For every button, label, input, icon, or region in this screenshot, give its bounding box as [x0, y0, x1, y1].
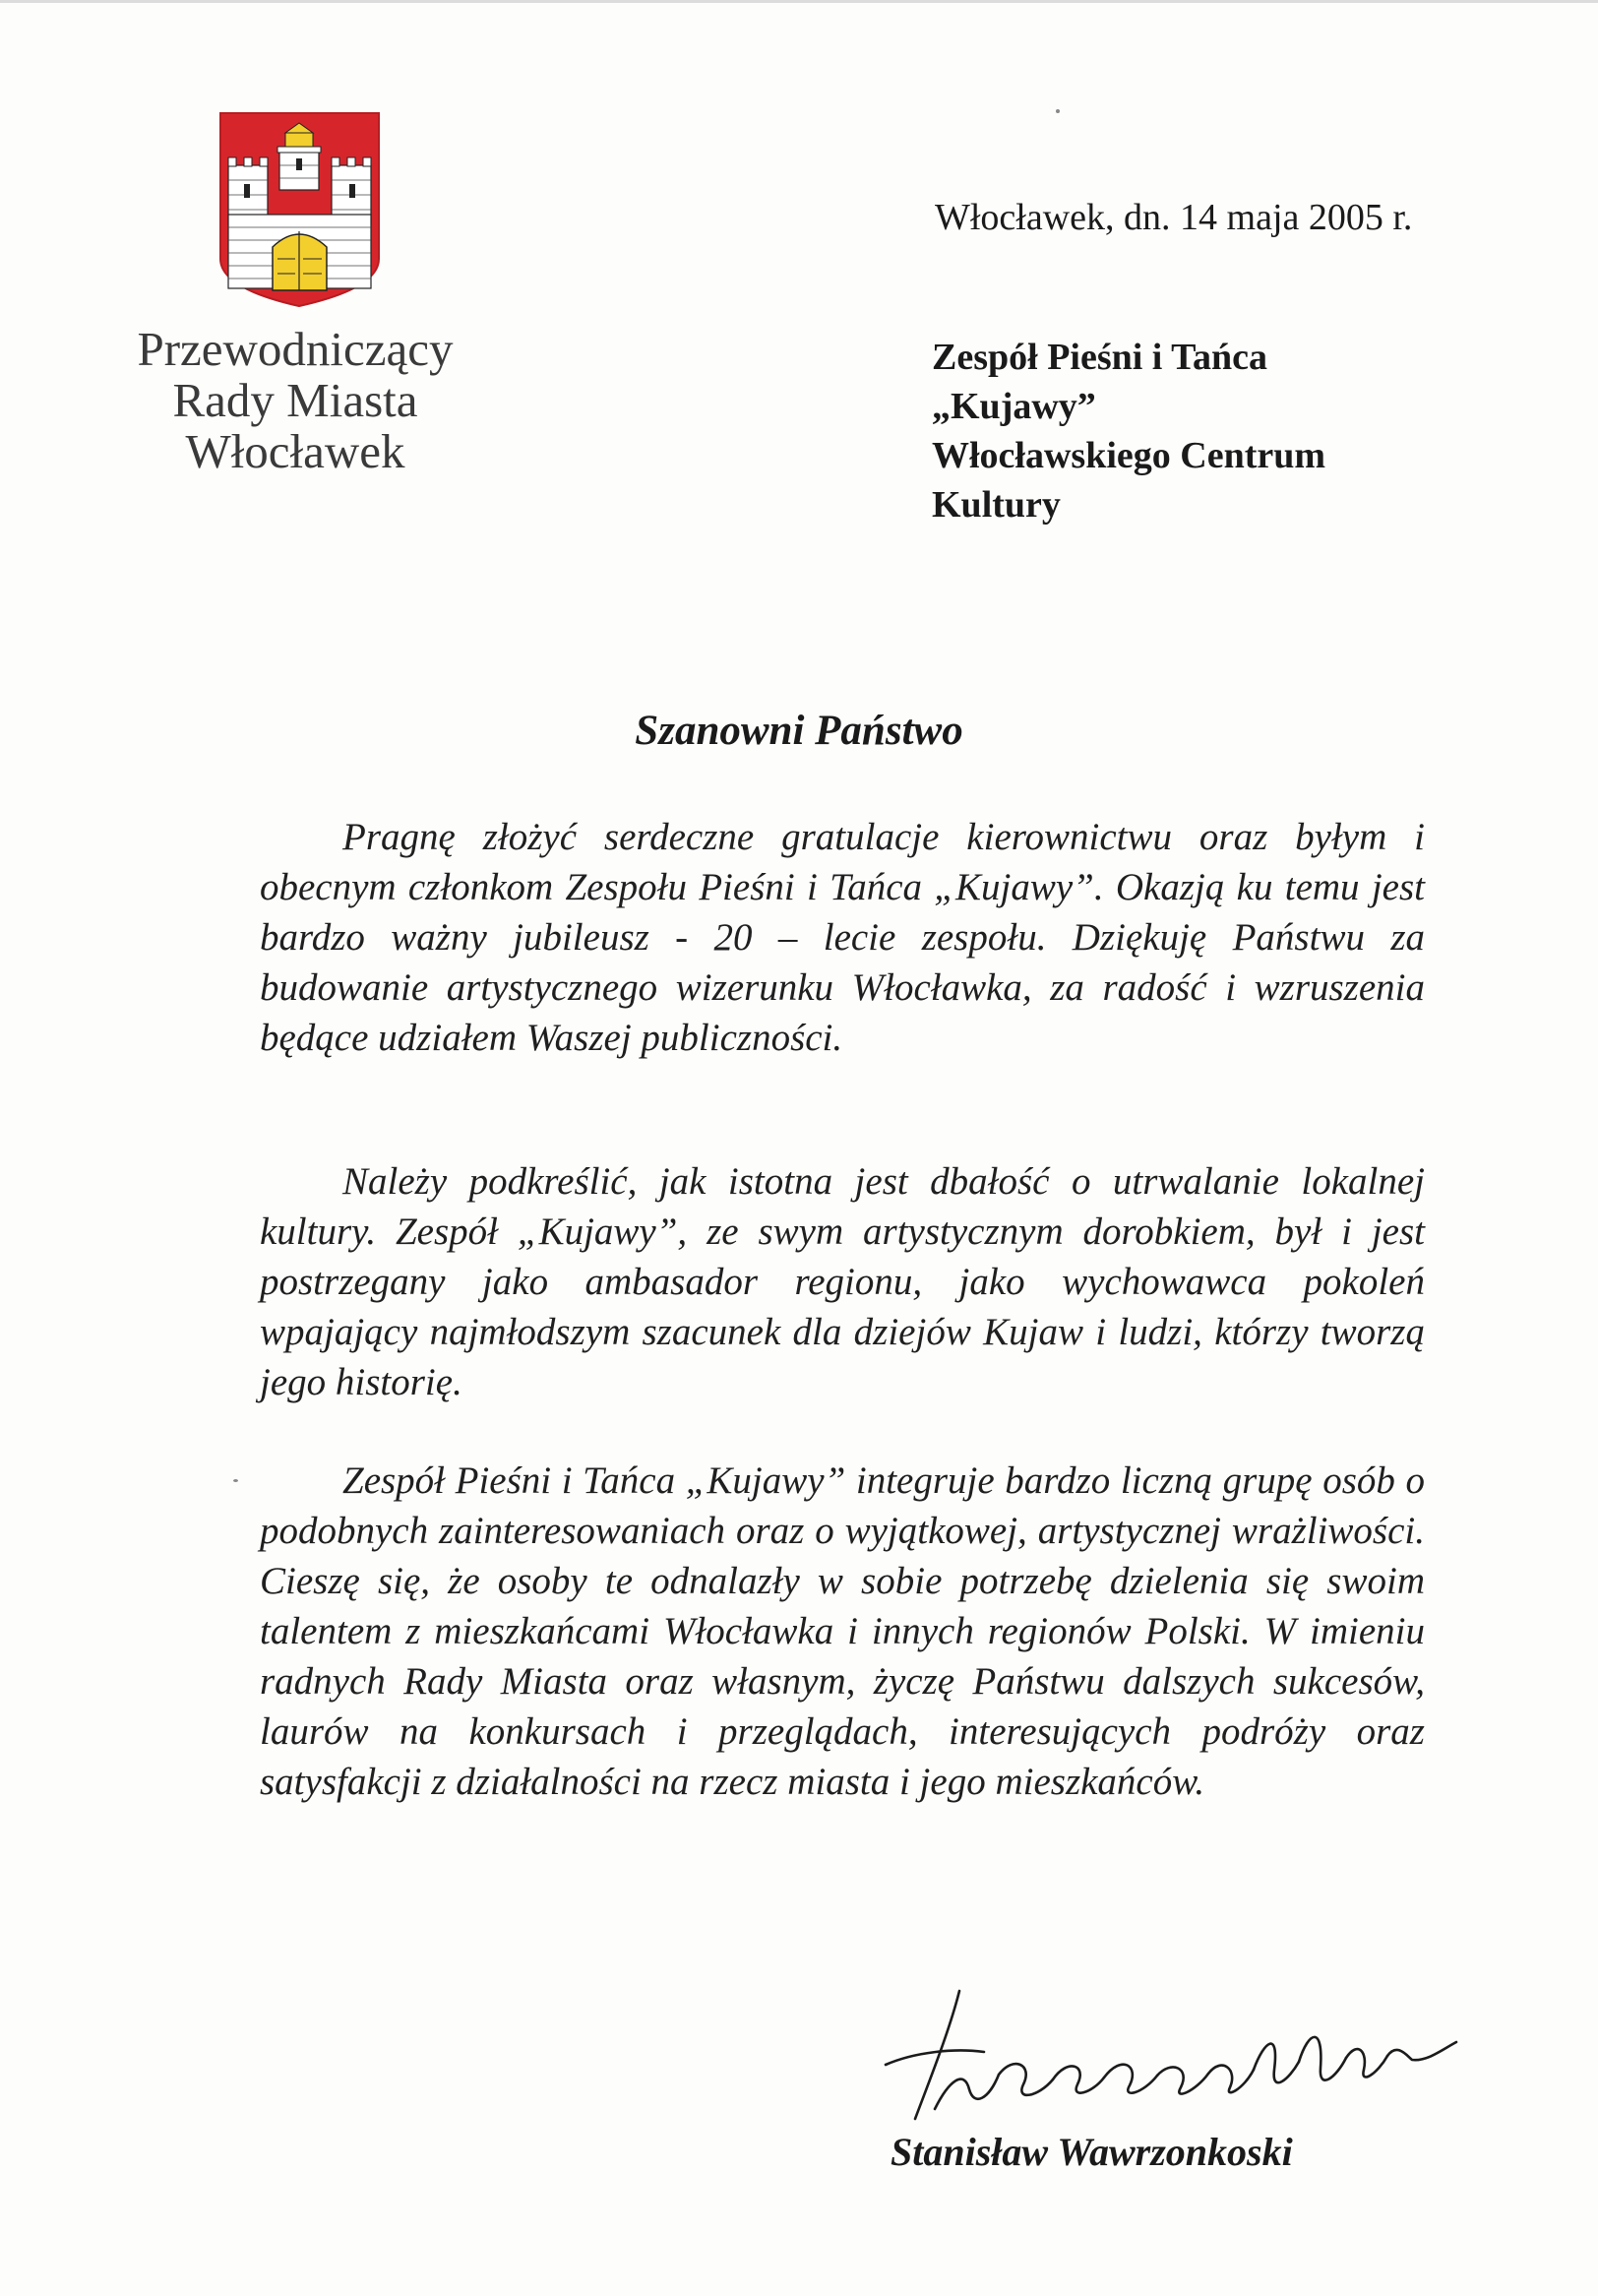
letter-date: Włocławek, dn. 14 maja 2005 r.: [935, 197, 1413, 238]
sender-line-3: Włocławek: [185, 424, 405, 478]
body-paragraph-2: Należy podkreślić, jak istotna jest dbałość o utrwalanie lokalnej kultury. Zespół „Kujawy”, ze swym artystycznym dorobkiem, był i jest postrzegany jako ambasador regionu, jako wychowawca pokoleń wpajający najmłodszym szacunek dla dziejów Kujaw i ludzi, którzy tworzą jego historię.: [260, 1160, 1425, 1403]
salutation: Szanowni Państwo: [635, 708, 963, 754]
signer-name: Stanisław Wawrzonkoski: [891, 2130, 1293, 2174]
recipient-line-2: „Kujawy”: [932, 386, 1096, 427]
handwritten-signature: [876, 1971, 1486, 2139]
body-paragraph-1: Pragnę złożyć serdeczne gratulacje kierownictwu oraz byłym i obecnym członkom Zespołu Pieśni i Tańca „Kujawy”. Okazją ku temu jest bardzo ważny jubileusz - 20 – lecie zespołu. Dziękuję Państwu za budowanie artystycznego wizerunku Włocławka, za radość i wzruszenia będące udziałem Waszej publiczności.: [260, 816, 1425, 1059]
scan-speck: [233, 1479, 238, 1482]
sender-line-2: Rady Miasta: [172, 373, 418, 427]
sender-title: [98, 324, 492, 477]
coat-of-arms-icon: [218, 111, 381, 308]
recipient-line-3: Włocławskiego Centrum: [932, 435, 1326, 476]
body-paragraph-3: Zespół Pieśni i Tańca „Kujawy” integruje bardzo liczną grupę osób o podobnych zainteresowaniach oraz o wyjątkowej, artystycznej wrażliwości. Cieszę się, że osoby te odnalazły w sobie potrzebę dzielenia się swoim talentem z mieszkańcami Włocławka i innych regionów Polski. W imieniu radnych Rady Miasta oraz własnym, życzę Państwu dalszych sukcesów, laurów na konkursach i przeglądach, interesujących podróży oraz satysfakcji z działalności na rzecz miasta i jego mieszkańców.: [260, 1459, 1425, 1803]
recipient-address: [932, 333, 1325, 529]
sender-line-1: Przewodniczący: [137, 322, 454, 376]
scan-speck: [1056, 109, 1060, 113]
recipient-line-4: Kultury: [932, 484, 1061, 526]
recipient-line-1: Zespół Pieśni i Tańca: [932, 337, 1268, 378]
